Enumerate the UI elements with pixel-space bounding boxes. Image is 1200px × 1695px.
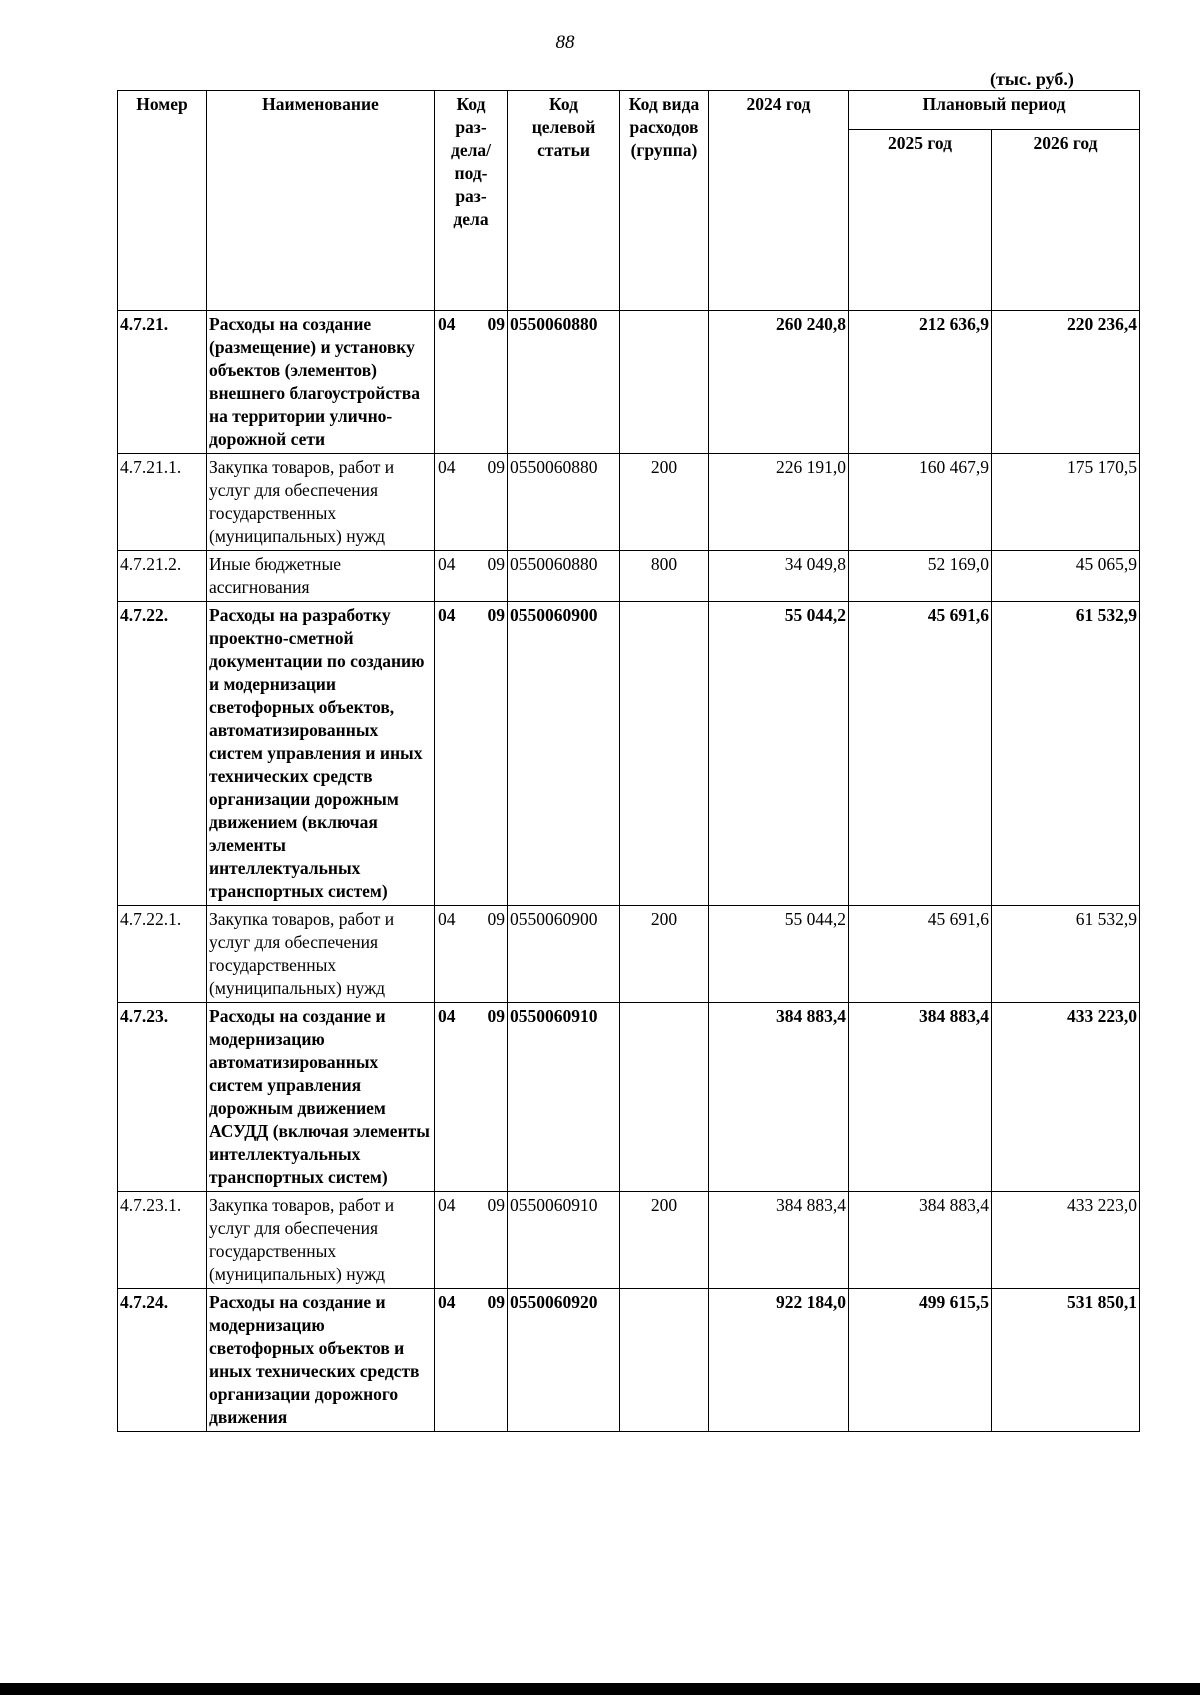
row-2025: 52 169,0 bbox=[849, 551, 992, 602]
row-2024: 260 240,8 bbox=[709, 311, 849, 454]
row-2024: 226 191,0 bbox=[709, 454, 849, 551]
row-number: 4.7.23. bbox=[118, 1003, 207, 1192]
row-razdel: 04 bbox=[438, 1006, 456, 1026]
row-2025: 160 467,9 bbox=[849, 454, 992, 551]
row-2024: 55 044,2 bbox=[709, 602, 849, 906]
header-naimenovanie: Наименование bbox=[207, 91, 435, 311]
header-kod-razdela-line: дела/ bbox=[450, 140, 492, 160]
row-celevaya: 0550060880 bbox=[508, 454, 620, 551]
row-podrazdel: 09 bbox=[487, 1006, 505, 1026]
row-2026: 531 850,1 bbox=[992, 1289, 1140, 1432]
scan-bottom-edge bbox=[0, 1683, 1200, 1695]
row-vid bbox=[620, 311, 709, 454]
row-name: Закупка товаров, работ и услуг для обеспечения государственных (муниципальных) нужд bbox=[207, 906, 435, 1003]
header-2025: 2025 год bbox=[849, 130, 992, 311]
row-2026: 433 223,0 bbox=[992, 1192, 1140, 1289]
row-vid bbox=[620, 1003, 709, 1192]
table-row bbox=[118, 1192, 1140, 1289]
header-kod-vida bbox=[620, 91, 709, 311]
table-row bbox=[118, 906, 1140, 1003]
row-podrazdel: 09 bbox=[487, 1195, 505, 1215]
header-kod-vida-line: расходов bbox=[629, 117, 699, 137]
row-2024: 34 049,8 bbox=[709, 551, 849, 602]
row-number: 4.7.21.1. bbox=[118, 454, 207, 551]
row-2024: 922 184,0 bbox=[709, 1289, 849, 1432]
row-vid: 200 bbox=[620, 1192, 709, 1289]
row-name: Расходы на создание и модернизацию автоматизированных систем управления дорожным движением АСУДД (включая элементы интеллектуальных транспортных систем) bbox=[207, 1003, 435, 1192]
row-name: Закупка товаров, работ и услуг для обеспечения государственных (муниципальных) нужд bbox=[207, 1192, 435, 1289]
row-vid: 200 bbox=[620, 906, 709, 1003]
header-kod-razdela-line: Код bbox=[456, 94, 486, 114]
row-razdel-cell bbox=[435, 906, 508, 1003]
row-number: 4.7.24. bbox=[118, 1289, 207, 1432]
header-kod-vida-line: Код вида bbox=[628, 94, 700, 114]
header-kod-vida-line: (группа) bbox=[630, 140, 698, 160]
row-razdel-cell bbox=[435, 1289, 508, 1432]
row-razdel: 04 bbox=[438, 314, 456, 334]
units-label: (тыс. руб.) bbox=[990, 69, 1074, 89]
row-celevaya: 0550060920 bbox=[508, 1289, 620, 1432]
table-row bbox=[118, 1003, 1140, 1192]
row-podrazdel: 09 bbox=[487, 457, 505, 477]
row-razdel: 04 bbox=[438, 554, 456, 574]
row-razdel: 04 bbox=[438, 1292, 456, 1312]
row-razdel-cell bbox=[435, 1003, 508, 1192]
row-celevaya: 0550060910 bbox=[508, 1003, 620, 1192]
header-kod-celevoy-line: статьи bbox=[537, 140, 590, 160]
row-2025: 384 883,4 bbox=[849, 1003, 992, 1192]
row-razdel-cell bbox=[435, 551, 508, 602]
row-2024: 384 883,4 bbox=[709, 1003, 849, 1192]
table-row bbox=[118, 602, 1140, 906]
row-podrazdel: 09 bbox=[487, 1292, 505, 1312]
row-name: Расходы на создание и модернизацию светофорных объектов и иных технических средств организации дорожного движения bbox=[207, 1289, 435, 1432]
header-kod-celevoy-line: Код bbox=[549, 94, 578, 114]
header-kod-razdela bbox=[435, 91, 508, 311]
row-podrazdel: 09 bbox=[487, 909, 505, 929]
row-razdel-cell bbox=[435, 602, 508, 906]
row-number: 4.7.23.1. bbox=[118, 1192, 207, 1289]
header-kod-razdela-line: раз- bbox=[455, 117, 487, 137]
table-row bbox=[118, 311, 1140, 454]
header-kod-razdela-line: под- bbox=[454, 163, 488, 183]
row-2025: 45 691,6 bbox=[849, 906, 992, 1003]
row-name: Расходы на разработку проектно-сметной документации по созданию и модернизации светофорных объектов, автоматизированных систем управления и иных технических средств организации дорожным движением (включая элементы интеллектуальных транспортных систем) bbox=[207, 602, 435, 906]
page-number: 88 bbox=[555, 32, 575, 53]
header-kod-celevoy bbox=[508, 91, 620, 311]
header-kod-razdela-line: раз- bbox=[455, 186, 487, 206]
row-razdel-cell bbox=[435, 311, 508, 454]
table-row bbox=[118, 551, 1140, 602]
row-celevaya: 0550060880 bbox=[508, 551, 620, 602]
header-kod-celevoy-line: целевой bbox=[531, 117, 596, 137]
row-razdel: 04 bbox=[438, 909, 456, 929]
row-2026: 45 065,9 bbox=[992, 551, 1140, 602]
header-2026: 2026 год bbox=[992, 130, 1140, 311]
row-number: 4.7.21.2. bbox=[118, 551, 207, 602]
row-2026: 61 532,9 bbox=[992, 602, 1140, 906]
header-2024: 2024 год bbox=[709, 91, 849, 311]
row-razdel: 04 bbox=[438, 605, 456, 625]
budget-table bbox=[117, 90, 1140, 1432]
row-podrazdel: 09 bbox=[487, 605, 505, 625]
row-2025: 212 636,9 bbox=[849, 311, 992, 454]
header-row-top bbox=[118, 91, 1140, 130]
row-2026: 61 532,9 bbox=[992, 906, 1140, 1003]
row-2025: 45 691,6 bbox=[849, 602, 992, 906]
row-2026: 220 236,4 bbox=[992, 311, 1140, 454]
row-vid: 800 bbox=[620, 551, 709, 602]
row-razdel: 04 bbox=[438, 1195, 456, 1215]
table-row bbox=[118, 454, 1140, 551]
row-celevaya: 0550060910 bbox=[508, 1192, 620, 1289]
row-2026: 433 223,0 bbox=[992, 1003, 1140, 1192]
row-name: Иные бюджетные ассигнования bbox=[207, 551, 435, 602]
row-number: 4.7.22.1. bbox=[118, 906, 207, 1003]
row-podrazdel: 09 bbox=[487, 314, 505, 334]
row-number: 4.7.22. bbox=[118, 602, 207, 906]
row-razdel-cell bbox=[435, 454, 508, 551]
row-celevaya: 0550060900 bbox=[508, 906, 620, 1003]
row-2024: 384 883,4 bbox=[709, 1192, 849, 1289]
header-nomer: Номер bbox=[118, 91, 207, 311]
row-vid bbox=[620, 1289, 709, 1432]
row-razdel: 04 bbox=[438, 457, 456, 477]
row-2024: 55 044,2 bbox=[709, 906, 849, 1003]
row-name: Расходы на создание (размещение) и установку объектов (элементов) внешнего благоустройства на территории улично-дорожной сети bbox=[207, 311, 435, 454]
table-row bbox=[118, 1289, 1140, 1432]
row-celevaya: 0550060880 bbox=[508, 311, 620, 454]
row-vid bbox=[620, 602, 709, 906]
row-podrazdel: 09 bbox=[487, 554, 505, 574]
row-razdel-cell bbox=[435, 1192, 508, 1289]
header-kod-razdela-line: дела bbox=[453, 209, 489, 229]
row-2026: 175 170,5 bbox=[992, 454, 1140, 551]
row-2025: 499 615,5 bbox=[849, 1289, 992, 1432]
row-vid: 200 bbox=[620, 454, 709, 551]
row-name: Закупка товаров, работ и услуг для обеспечения государственных (муниципальных) нужд bbox=[207, 454, 435, 551]
row-celevaya: 0550060900 bbox=[508, 602, 620, 906]
row-2025: 384 883,4 bbox=[849, 1192, 992, 1289]
header-planovyy-period: Плановый период bbox=[849, 91, 1140, 130]
row-number: 4.7.21. bbox=[118, 311, 207, 454]
